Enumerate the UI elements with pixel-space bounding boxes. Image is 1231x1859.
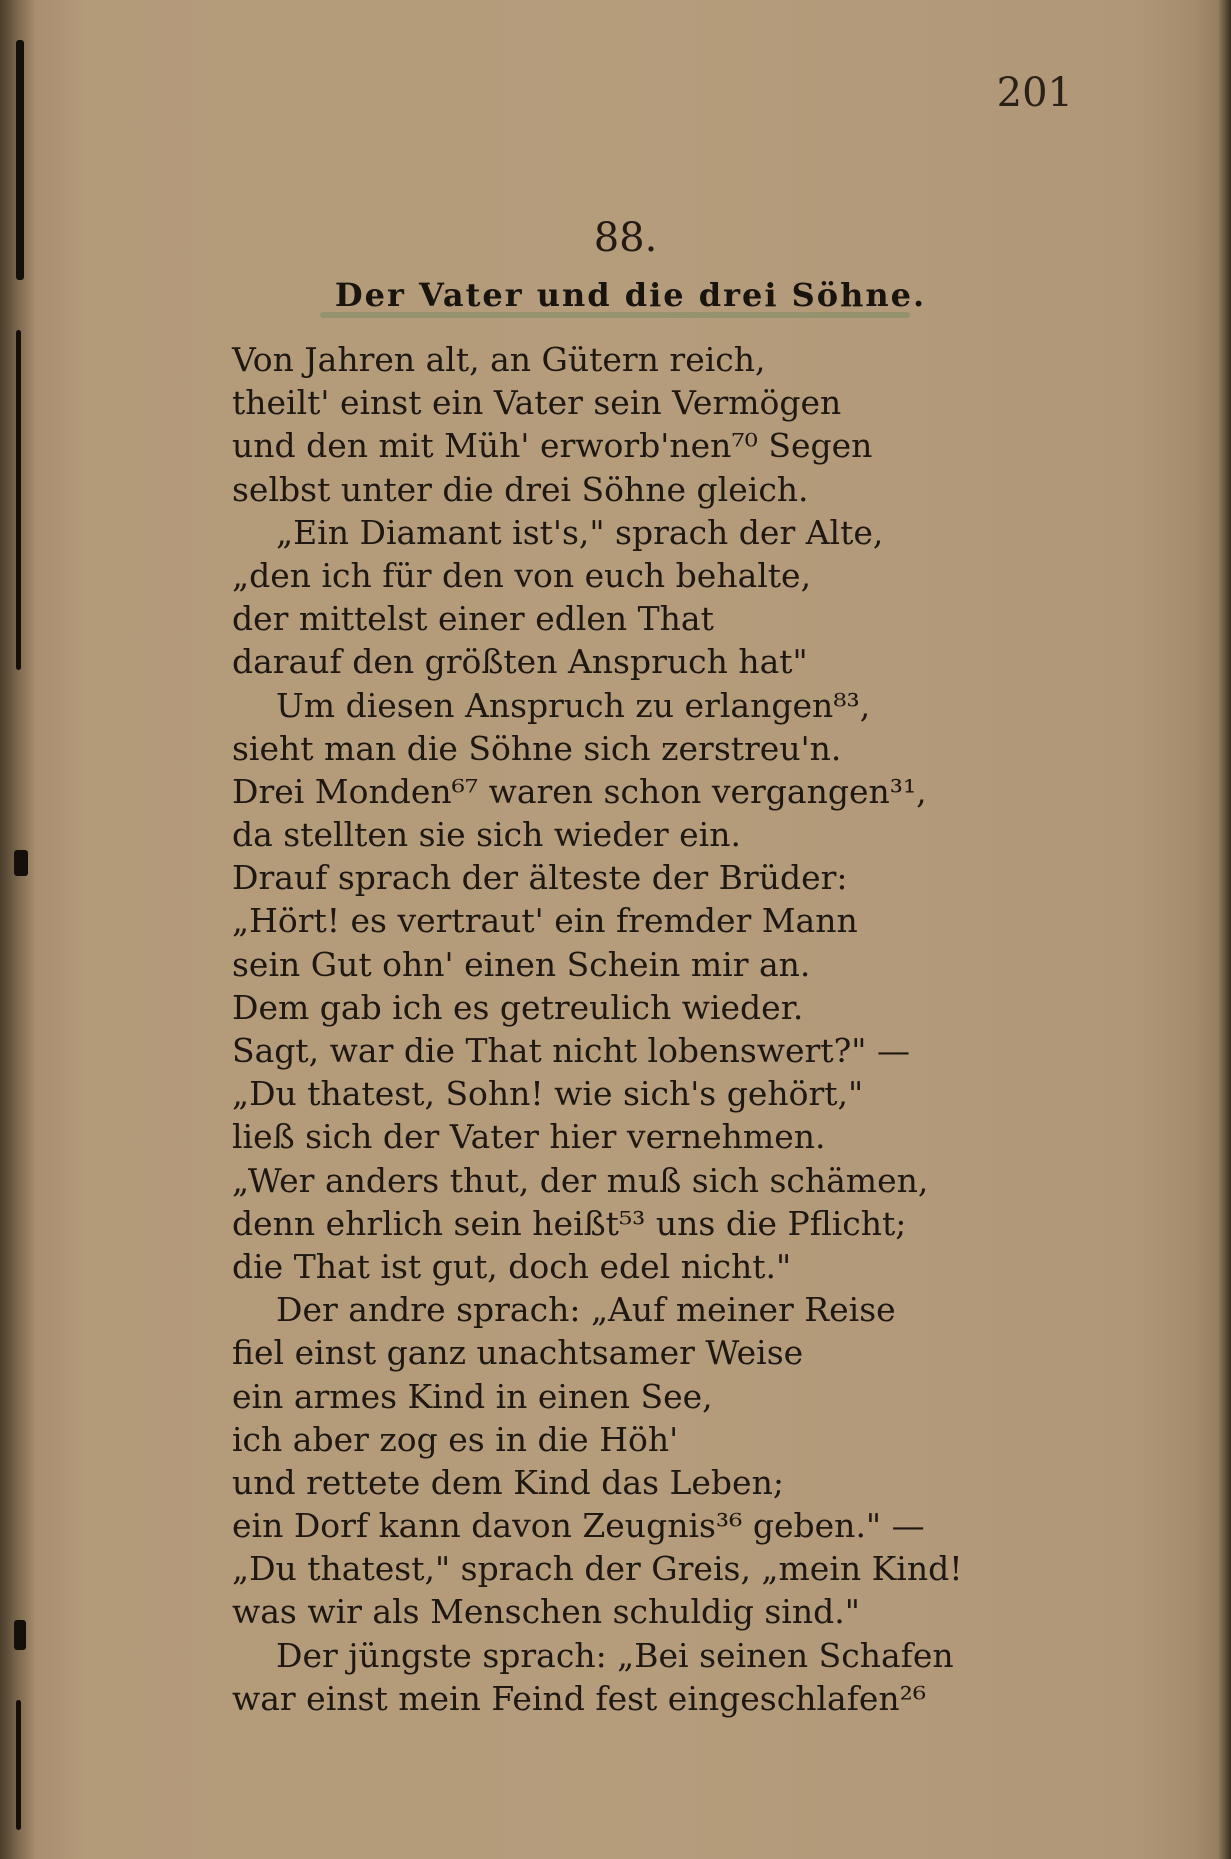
binding-thread-mark [16, 330, 21, 670]
poem-line: und rettete dem Kind das Leben; [232, 1462, 784, 1502]
poem-line: der mittelst einer edlen That [232, 599, 714, 639]
poem-line: Von Jahren alt, an Gütern reich, [232, 340, 766, 379]
poem-line: „Du thatest, Sohn! wie sich's gehört," [232, 1074, 864, 1114]
binding-thread-mark [14, 850, 28, 876]
poem-line: fiel einst ganz unachtsamer Weise [232, 1333, 804, 1373]
poem-line: sein Gut ohn' einen Schein mir an. [232, 944, 811, 984]
poem-line: ich aber zog es in die Höh' [232, 1419, 679, 1459]
binding-thread-mark [16, 1700, 21, 1830]
poem-line: ein armes Kind in einen See, [232, 1376, 713, 1416]
poem-line: was wir als Menschen schuldig sind." [232, 1592, 860, 1632]
poem-line: da stellten sie sich wieder ein. [232, 815, 741, 855]
poem-line: theilt' einst ein Vater sein Vermögen [232, 383, 842, 423]
poem-title: Der Vater und die drei Söhne. [334, 276, 927, 314]
poem-line: die That ist gut, doch edel nicht." [232, 1246, 792, 1286]
poem-line: Der jüngste sprach: „Bei seinen Schafen [276, 1635, 954, 1675]
poem-line: „Du thatest," sprach der Greis, „mein Kind! [232, 1549, 963, 1589]
page-number: 201 [996, 70, 1073, 116]
poem-line: „Wer anders thut, der muß sich schämen, [232, 1160, 929, 1200]
poem-line: ein Dorf kann davon Zeugnis³⁶ geben." — [232, 1506, 925, 1546]
binding-thread-mark [14, 1620, 26, 1650]
poem-line: denn ehrlich sein heißt⁵³ uns die Pflicht; [232, 1203, 907, 1243]
poem-line: „Hört! es vertraut' ein fremder Mann [232, 901, 858, 941]
poem-line: Um diesen Anspruch zu erlangen⁸³, [276, 685, 871, 725]
poem-line: selbst unter die drei Söhne gleich. [232, 469, 809, 509]
poem-body [232, 338, 1212, 1720]
poem-line: sieht man die Söhne sich zerstreu'n. [232, 728, 842, 768]
poem-line: Der andre sprach: „Auf meiner Reise [276, 1290, 896, 1330]
poem-line: Sagt, war die That nicht lobenswert?" — [232, 1031, 910, 1070]
poem-line: Dem gab ich es getreulich wieder. [232, 987, 804, 1027]
poem-line: ließ sich der Vater hier vernehmen. [232, 1117, 826, 1157]
poem-line: und den mit Müh' erworb'nen⁷⁰ Segen [232, 426, 873, 466]
poem-line: darauf den größten Anspruch hat" [232, 642, 808, 682]
poem-number: 88. [593, 215, 658, 261]
poem-line: „den ich für den von euch behalte, [232, 555, 812, 595]
poem-line: Drei Monden⁶⁷ waren schon vergangen³¹, [232, 771, 927, 811]
poem-line: „Ein Diamant ist's," sprach der Alte, [276, 512, 884, 552]
poem-line: Drauf sprach der älteste der Brüder: [232, 858, 848, 898]
poem-line: war einst mein Feind fest eingeschlafen²⁶ [232, 1678, 927, 1718]
